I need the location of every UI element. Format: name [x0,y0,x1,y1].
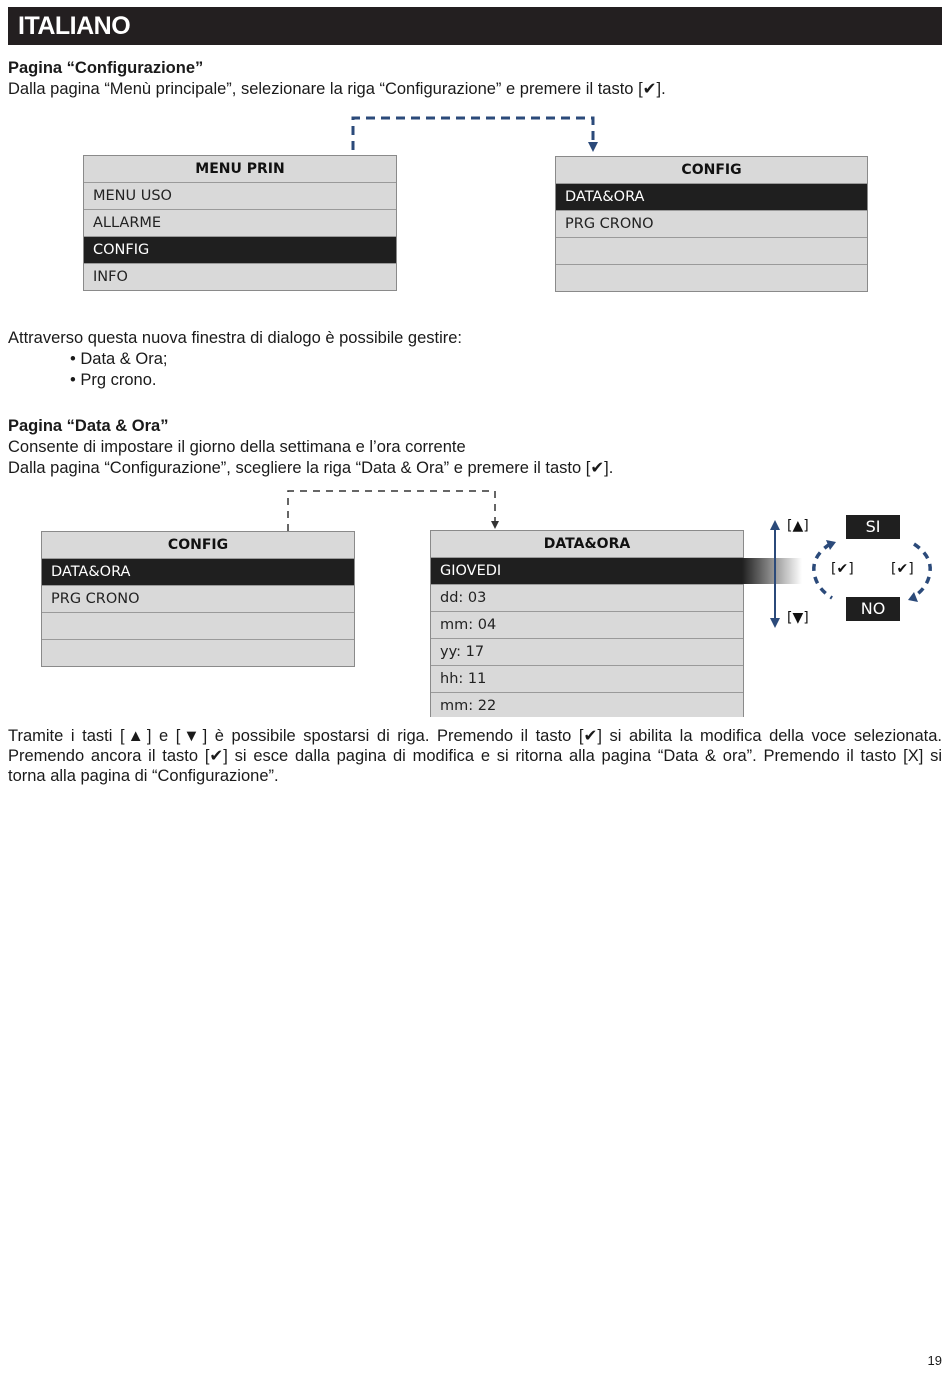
lcd-row-empty [556,265,867,291]
lcd-title: CONFIG [42,532,354,559]
lcd-row-config-selected: CONFIG [84,237,396,264]
section-intro: Dalla pagina “Menù principale”, selezionare la riga “Configurazione” e premere il tasto [✔]. [8,80,666,98]
lcd-row-data-ora-selected: DATA&ORA [556,184,867,211]
after-text: Attraverso questa nuova finestra di dialogo è possibile gestire: [8,329,463,347]
lcd-row-allarme: ALLARME [84,210,396,237]
lcd-row-year: yy: 17 [431,639,743,666]
up-down-arrow-icon [765,518,785,630]
navigation-paragraph [8,726,942,786]
lcd-row-minute: mm: 22 [440,698,497,714]
section-header [8,7,942,45]
check-key-label: [✔] [831,561,854,577]
section-line: Consente di impostare il giorno della settimana e l’ora corrente [8,438,466,456]
dashed-connector-arrow [340,110,610,155]
paragraph-line: Tramite i tasti [▲] e [▼] è possibile spostarsi di riga. Premendo il tasto [✔] si abilita la modifica della voce selezionata. [8,727,942,745]
paragraph-line: Premendo ancora il tasto [✔] si esce dalla pagina di modifica e si ritorna alla pagina “Data & ora”. Premendo il tasto [X] si [8,747,942,765]
lcd-row-empty [42,613,354,640]
bullet-item: • Prg crono. [70,371,157,389]
dashed-connector-arrow [280,485,505,535]
lcd-row-hour: hh: 11 [431,666,743,693]
paragraph-line: torna alla pagina di “Configurazione”. [8,767,279,785]
bullet-item: • Data & Ora; [70,350,168,368]
lcd-data-ora [430,530,744,717]
lcd-title: DATA&ORA [431,531,743,558]
check-key-label: [✔] [891,561,914,577]
lcd-config [555,156,868,292]
page-number: 19 [927,1353,942,1368]
up-key-label: [▲] [787,518,809,534]
lcd-row-prg-crono: PRG CRONO [556,211,867,238]
lcd-menu-prin [83,155,397,291]
lcd-config [41,531,355,667]
header-title: ITALIANO [18,12,131,40]
lcd-title: MENU PRIN [84,156,396,183]
section-heading-configurazione: Pagina “Configurazione” [8,59,204,77]
lcd-row-empty [556,238,867,265]
section-line: Dalla pagina “Configurazione”, scegliere la riga “Data & Ora” e premere il tasto [✔]. [8,459,614,477]
yes-button: SI [846,515,900,539]
lcd-row-prg-crono: PRG CRONO [42,586,354,613]
dashed-cycle-arrows-icon [808,536,936,606]
lcd-row-info: INFO [93,269,128,285]
lcd-row-giovedi-selected: GIOVEDI [431,558,743,585]
lcd-row-empty [42,640,354,666]
lcd-row-day: dd: 03 [431,585,743,612]
lcd-title: CONFIG [556,157,867,184]
lcd-row-month: mm: 04 [431,612,743,639]
lcd-row-data-ora-selected: DATA&ORA [42,559,354,586]
section-heading-data-ora: Pagina “Data & Ora” [8,417,169,435]
lcd-row-menu-uso: MENU USO [84,183,396,210]
no-button: NO [846,597,900,621]
down-key-label: [▼] [787,610,809,626]
